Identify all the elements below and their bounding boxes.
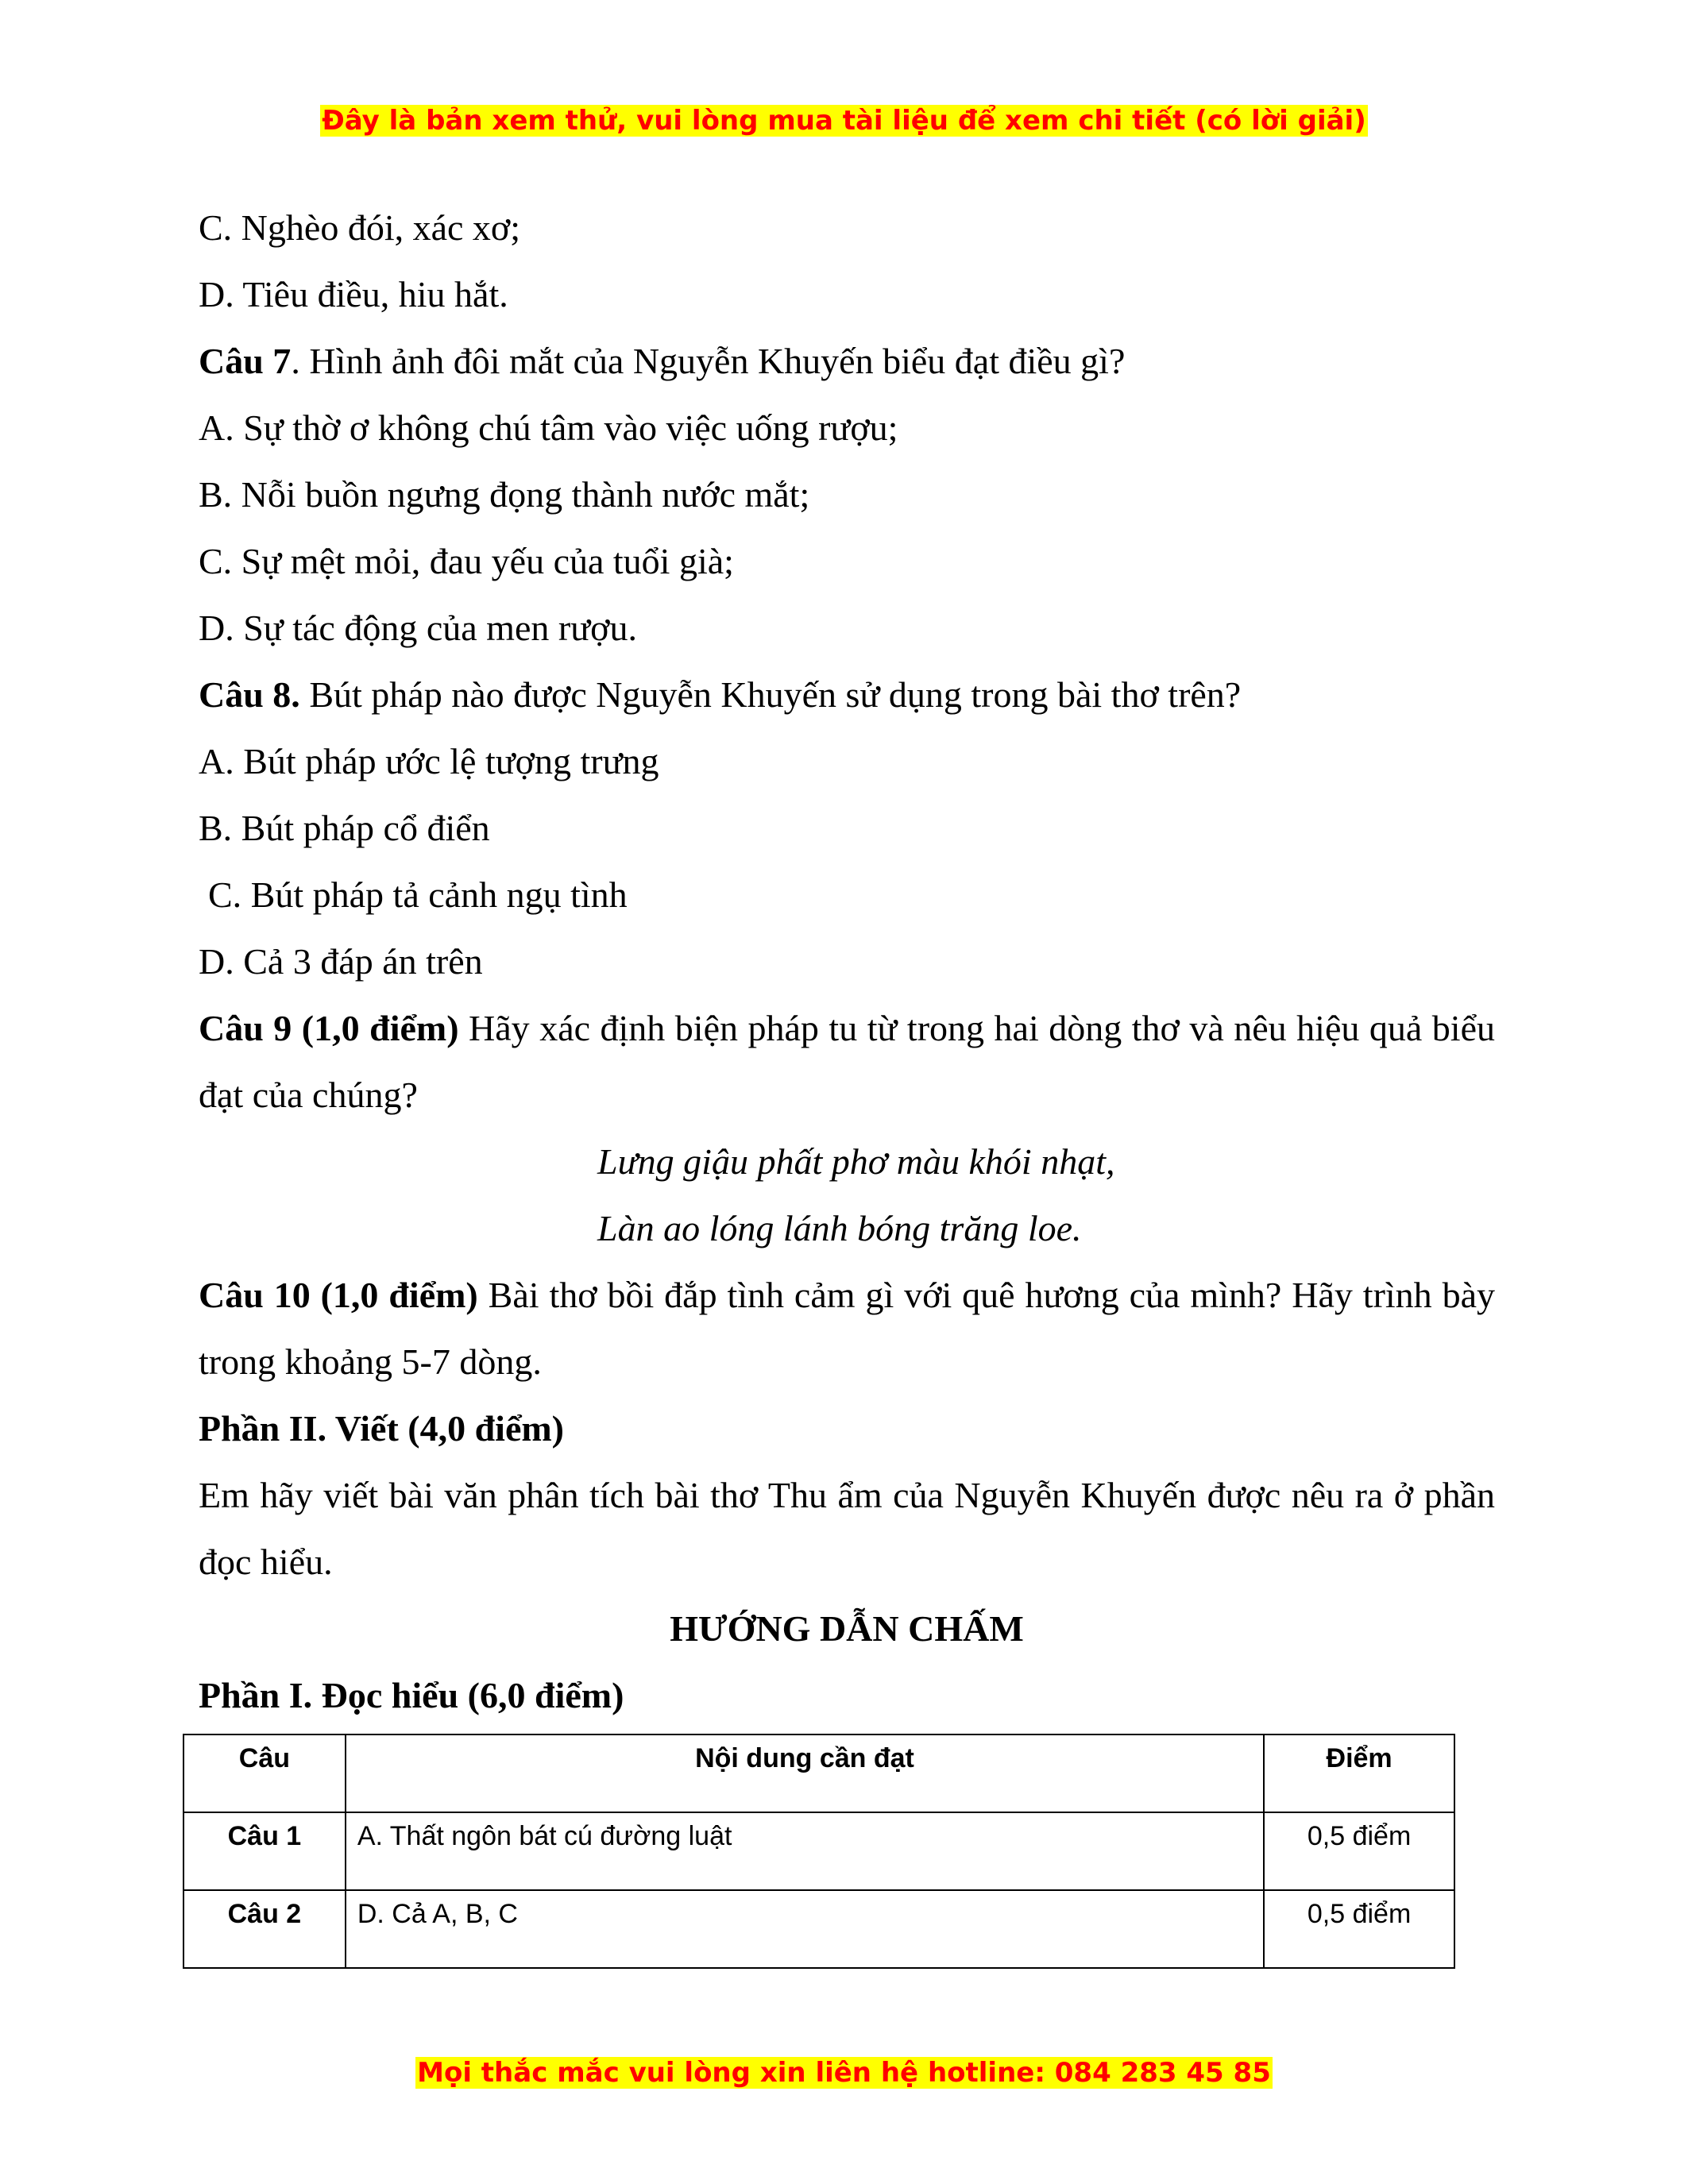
question-text: Hãy xác định biện pháp tu từ trong hai dòng thơ và nêu hiệu quả biểu đạt của chúng?	[199, 1008, 1495, 1115]
cell-diem: 0,5 điểm	[1264, 1890, 1454, 1968]
option-line: B. Bút pháp cổ điển	[199, 808, 490, 848]
option-line: D. Sự tác động của men rượu.	[199, 608, 637, 648]
question-text: Bài thơ bồi đắp tình cảm gì với quê hương của mình? Hãy trình bày trong khoảng 5-7 dòng.	[199, 1275, 1495, 1382]
column-header: Câu	[183, 1734, 346, 1812]
hotline-banner-text: Mọi thắc mắc vui lòng xin liên hệ hotline: 084 283 45 85	[417, 2057, 1271, 2089]
option-line: A. Bút pháp ước lệ tượng trưng	[199, 741, 659, 781]
column-header: Nội dung cần đạt	[346, 1734, 1264, 1812]
option-line: C. Nghèo đói, xác xơ;	[199, 207, 521, 248]
column-header: Điểm	[1264, 1734, 1454, 1812]
poem-line: Làn ao lóng lánh bóng trăng loe.	[597, 1208, 1082, 1248]
cell-diem: 0,5 điểm	[1264, 1812, 1454, 1890]
option-line: D. Cả 3 đáp án trên	[199, 941, 483, 982]
question-label: Câu 7	[199, 341, 292, 381]
preview-banner-text: Đây là bản xem thử, vui lòng mua tài liệu để xem chi tiết (có lời giải)	[322, 105, 1366, 137]
question-label: Câu 10 (1,0 điểm)	[199, 1275, 478, 1315]
option-line: C. Sự mệt mỏi, đau yếu của tuổi già;	[199, 541, 734, 581]
question-text: Bút pháp nào được Nguyễn Khuyến sử dụng trong bài thơ trên?	[299, 674, 1242, 715]
table-row	[183, 1890, 1454, 1968]
section-heading: Phần I. Đọc hiểu (6,0 điểm)	[199, 1675, 624, 1715]
question-7	[199, 328, 1495, 395]
cell-cau: Câu 2	[183, 1890, 346, 1968]
guide-title: HƯỚNG DẪN CHẤM	[670, 1608, 1024, 1649]
question-9	[199, 995, 1495, 1129]
table-row	[183, 1812, 1454, 1890]
hotline-banner	[0, 2054, 1688, 2092]
question-label: Câu 9 (1,0 điểm)	[199, 1008, 459, 1048]
poem-line: Lưng giậu phất phơ màu khói nhạt,	[597, 1141, 1115, 1182]
section-heading: Phần II. Viết (4,0 điểm)	[199, 1408, 564, 1449]
writing-prompt: Em hãy viết bài văn phân tích bài thơ Thu ẩm của Nguyễn Khuyến được nêu ra ở phần đọc hiểu.	[199, 1475, 1495, 1582]
option-line: A. Sự thờ ơ không chú tâm vào việc uống rượu;	[199, 407, 898, 448]
question-8	[199, 662, 1495, 728]
cell-cau: Câu 1	[183, 1812, 346, 1890]
question-label: Câu 8.	[199, 674, 300, 715]
cell-noidung: A. Thất ngôn bát cú đường luật	[346, 1812, 1264, 1890]
cell-noidung: D. Cả A, B, C	[346, 1890, 1264, 1968]
preview-banner	[0, 102, 1688, 140]
option-line: B. Nỗi buồn ngưng đọng thành nước mắt;	[199, 474, 810, 515]
question-text: . Hình ảnh đôi mắt của Nguyễn Khuyến biểu đạt điều gì?	[291, 341, 1126, 381]
option-line: D. Tiêu điều, hiu hắt.	[199, 274, 508, 314]
scoring-table	[183, 1734, 1455, 1969]
document-body	[199, 195, 1495, 1729]
table-header-row	[183, 1734, 1454, 1812]
question-10	[199, 1262, 1495, 1395]
option-line: C. Bút pháp tả cảnh ngụ tình	[208, 874, 628, 915]
